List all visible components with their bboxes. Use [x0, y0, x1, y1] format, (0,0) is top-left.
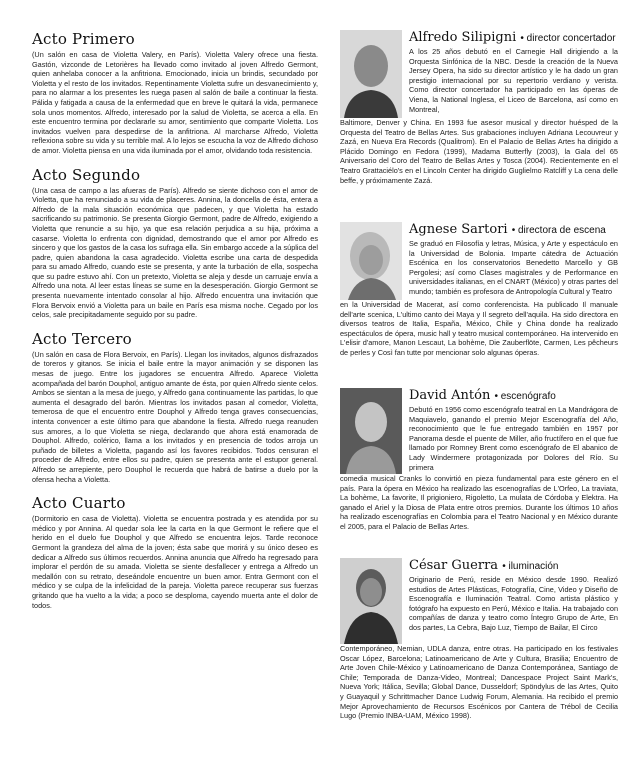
- act-title: Acto Primero: [32, 30, 135, 48]
- synopsis-column: [32, 30, 318, 620]
- portrait-photo: [340, 222, 402, 300]
- act-title: Acto Segundo: [32, 165, 141, 184]
- act-1: [32, 30, 318, 156]
- act-text: (Una casa de campo a las afueras de París). Alfredo se siente dichoso con el amor de Violetta, que ha renunciado a su vida de placeres. Annina, la doncella de ésta, entera a Alfredo de la mala situación económica que padecen, y que Violetta ha estado sacrificando su patrimonio. Se presenta Giorgio Germont, padre de Alfredo, exigiendo a Violetta que renuncie a su hijo, ya que esa relación perjudica a su hija, próxima a casarse. Violetta lo enfrenta con dignidad, demostrando que el amor por Alfredo es sincero y que los gastos de la casa los sufraga ella. Sin embargo accede a la súplica del padre, quien abandona la casa agradecido. Violetta escribe una carta de despedida para su amado Alfredo, cuando este se presenta, y ante la turbación de ella, sospecha que su padre estuvo ahí. Con un pretexto, Violetta se aleja y desde un carruaje envía a Alfredo una nota. Al leer estas líneas se sume en la desesperación. Giorgio Germont se presenta nuevamente intentado consolar al hijo. Alfredo encuentra una invitación que Flora Bervoix envió a Violetta para un baile en París esa misma noche. Cegado por los celos, sale precipitadamente seguido por su padre.: [32, 185, 318, 320]
- bio-text-continued: Contemporáneo, Nemian, UDLA danza, entre otras. Ha participado en los festivales Oscar López, Barcelona; Latinoamericano de Arte y Cultura, Brasilia; Encuentro de Arte Joven Chile-México y Latinoamericano de Danza Contemporánea, Santiago de Chile; Temporada de Danza-Video, Montreal; Dancespace Project Saint Mark's, Nueva York; Itálica, Sevilla; Global Dance, Dusseldorf; Spöndylus de las Artes, Quito y Guayaquil y Schrittmacher Dance Ludwig Forum, Alemania. Ha recibido el premio Mejor Aprovechamiento de Recursos Escénicos por Cantera de Trébol de Cecilia Lugo (Premio INBA-UAM, México 1998).: [340, 644, 618, 721]
- bio-david-anton: [340, 388, 618, 558]
- act-title: Acto Cuarto: [32, 494, 126, 513]
- act-text: (Dormitorio en casa de Violetta). Violetta se encuentra postrada y es atendida por su médico y por Annina. Al quedar sola lee la carta en la que Germont le refiere que el herido en el duelo fue Douphol y que Alfredo se encuentra lejos. Tarde reconoce Germont la grandeza del alma de la joven; ésta sabe que morirá y su único deseo es dedicar a Alfredo sus últimos recuerdos. Annina anuncia que Alfredo ha regresado para implorar el perdón de su amada. Violetta se siente desfallecer y entrega a Alfredo un medallón con su retrato, deseándole encuentre un buen amor. Entra Germont con el médico y se culpa de la infelicidad de la pareja. Violetta parece recuperar sus fuerzas gritando que ha vuelto a la vida; a poco se desploma, cayendo muerta ante el dolor de todos.: [32, 514, 318, 610]
- bio-agnese-sartori: [340, 222, 618, 388]
- bio-role: • directora de escena: [511, 225, 606, 236]
- bio-alfredo-silipigni: [340, 30, 618, 222]
- bio-name: David Antón: [409, 388, 491, 403]
- bio-role: • director concertador: [520, 33, 616, 44]
- bio-role: • iluminación: [502, 561, 559, 572]
- act-text: (Un salón en casa de Violetta Valery, en París). Violetta Valery ofrece una fiesta. Gastón, vizconde de Letorières ha llevado como invitado al joven Alfredo Germont, quien anhelaba conocer a la anfitriona. Emocionado, inicia un brindis, secundado por Violetta y el resto de los invitados. Repentinamente Violetta sufre un desvanecimiento y, para no alarmar a los presentes les ruega pasen al salón de baile a continuar la fiesta. Pálida y fatigada a causa de la enfermedad que en breve le quitará la vida, permanece sola unos momentos. Alfredo, interesado por la salud de Violetta, se acerca a ella. En este encuentro termina por declararle su amor, sentimiento que comparte Violetta. Los invitados vuelven para despedirse de la anfitriona. Al marcharse Alfredo, Violetta reflexiona sobre su vida y su terrible mal. A lo lejos se escucha la voz de Alfredo dichoso de amor. Violetta piensa en una vida iluminada por el amor, olvidando toda resistencia.: [32, 50, 318, 155]
- act-2: [32, 166, 318, 320]
- bio-text: A los 25 años debutó en el Carnegie Hall dirigiendo a la Orquesta Sinfónica de la NBC. Desde la creación de la Nueva Jersey Opera, ha sido su director artístico y le ha dado un gran prestigio internacional por su repertorio verdiano y verista. Como director concertador ha participado en las óperas de Viena, la National Inglesa, el Liceo de Barcelona, así como en Montreal,: [409, 47, 618, 114]
- bio-cesar-guerra: [340, 558, 618, 758]
- credits-column: [340, 30, 618, 758]
- bio-text: Originario de Perú, reside en México desde 1990. Realizó estudios de Artes Plásticas, Fotografía, Cine, Video y Diseño de Escenografía e Iluminación Teatral. Como artista plástico y fotógrafo ha expuesto en Perú, México e Italia. Ha trabajado con compañías de danza y teatro como Íntegro Grupo de Arte, En dos partes, La Cebra, Bajo Luz, Tiempo de Bailar, El Circo: [409, 575, 618, 632]
- bio-text-continued: comedia musical Cranks lo convirtió en pieza fundamental para este género en el país. Para la ópera en México ha realizado las escenografías de L'Orfeo, La traviata, La bohème, La favorite, Il prigioniero, Rigoletto, La mulata de Córdoba y Elektra. Ha ganado el Ariel y la Diosa de Plata entre otros premios. Durante los últimos 10 años ha realizado escenografías en Colombia para el Teatro Nacional y en México durante el 2005, para el Palacio de Bellas Artes.: [340, 474, 618, 531]
- bio-role: • escenógrafo: [494, 391, 556, 402]
- act-title: Acto Tercero: [32, 329, 132, 348]
- bio-text: Debutó en 1956 como escenógrafo teatral en La Mandrágora de Maquiavelo, ganando el premio Mejor Escenografía del Año, reconocimiento que le fue entregado también en 1957 por Panorama desde el puente de Miller, año fructífero en el que fue llamado por Romney Brent como escenógrafo de El abanico de Lady Windermere protagonizada por Dolores del Río. Su primera: [409, 405, 618, 472]
- bio-name: Agnese Sartori: [409, 222, 508, 237]
- bio-text-continued: en la Universidad de Macerat, así como conferencista. Ha publicado Il manuale dell'arte scenica, L'ultimo canto dei Maya y Il segreto dell'aquila. Ha sido directora en diversos teatros de Italia, España, México, Chile y China donde ha realizado espectáculos de ópera, music hall y teatro musical contemporáneo. Ha intervenido en L'elisir d'amore, Manon Lescaut, La bohème, Die Zauberflöte, Carmen, Les pêcheurs de perles y Così fan tutte por mencionar solo algunas óperas.: [340, 300, 618, 357]
- bio-name: César Guerra: [409, 558, 499, 573]
- portrait-photo: [340, 388, 402, 474]
- act-4: [32, 494, 318, 610]
- act-text: (Un salón en casa de Flora Bervoix, en París). Llegan los invitados, algunos disfrazados de toreros y gitanos. Se inicia el baile entre la mayor animación y se disponen las mesas de juego. Entre los jugadores se encuentra Alfredo. Aparece Violetta acompañada del barón Douphol, antiguo amante de ésta, por quien Alfredo siente celos. Ambos se sientan a la mesa de juego, y Alfredo gana continuamente las partidas, lo que aumenta el desagrado del barón. Mientras los invitados pasan al comedor, Violetta, temerosa de que el encuentro entre Douphol y Alfredo tenga graves consecuencias, intenta convencer a este último para que abandone la fiesta. Alfredo ruega reanuden sus amores, a lo que Violetta se niega, declarando que ahora está enamorada de Douphol. Alfredo, colérico, llama a los invitados y en presencia de todos arroja un puñado de billetes a Violetta, pagando así los favores recibidos. Todos censuran el proceder de Alfredo, entre ellos su padre, quien se presenta ante el estupor general. Alfredo se arrepiente, pero Douphol le recuerda que habrá de batirse a duelo por la ofensa hecha a Violetta.: [32, 349, 318, 484]
- portrait-photo: [340, 30, 402, 118]
- act-3: [32, 330, 318, 484]
- portrait-photo: [340, 558, 402, 644]
- bio-text-continued: Baltimore, Denver y China. En 1993 fue asesor musical y director huésped de la Orquesta del Teatro de Bellas Artes. Sus grabaciones incluyen Adriana Lecouvreur y Zazá, en Nueva Era Records (Qualitrom). En el Palacio de Bellas Artes ha dirigido a Plácido Domingo en Fedora (1999), Madama Butterfly (2003), la Gala del 65 Aniversario del Coro del Teatro de Bellas Artes y Tosca (2004). Recientemente en el Teatro Grattaciélo's en el Lincoln Center ha dirigido Guglielmo Ratcliff y La cena delle beffe, y próximamente Zazá.: [340, 118, 618, 185]
- bio-text: Se graduó en Filosofía y letras, Música, y Arte y espectáculo en la Universidad de Bolonia. Imparte cátedra de Actuación Escénica en los conservatorios Benedetto Marcello y GB Pergolesi; así como Clases magistrales y de Performance en universidades italianas, en el CNART (México) y otras partes del mundo; también es profesora de Antropología Cultural y Teatro: [409, 239, 618, 296]
- bio-name: Alfredo Silipigni: [409, 30, 517, 45]
